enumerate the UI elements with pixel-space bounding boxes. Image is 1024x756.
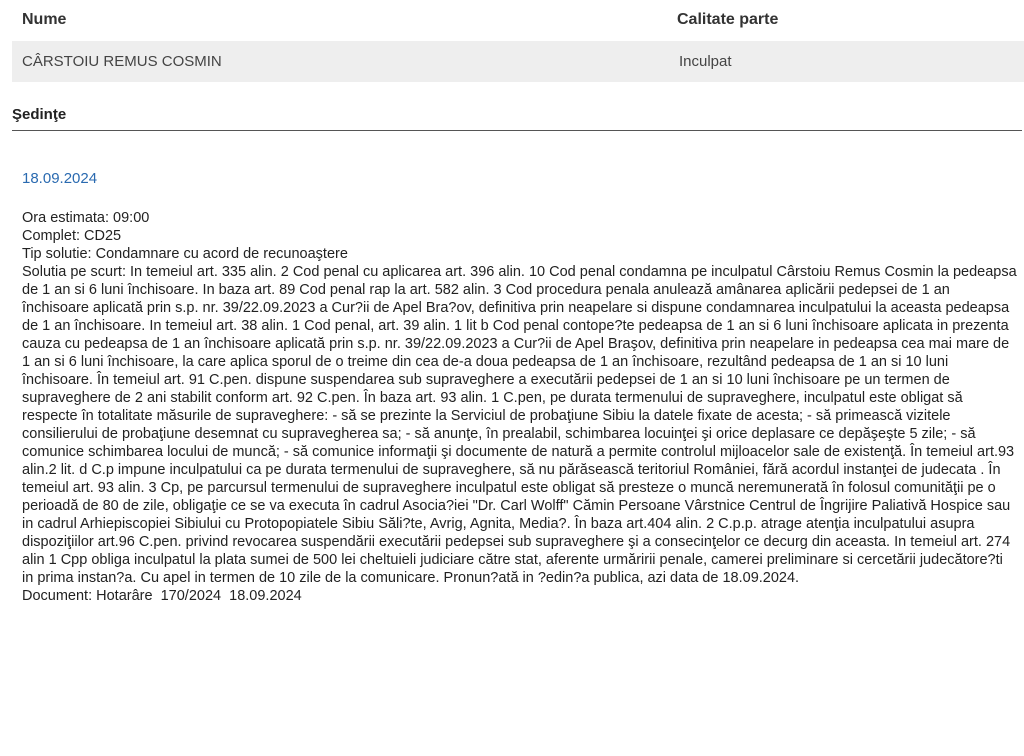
- table-row: [12, 41, 1024, 82]
- solution-type: Tip solutie: Condamnare cu acord de recunoaştere: [22, 246, 348, 262]
- solution-summary: Solutia pe scurt: In temeiul art. 335 alin. 2 Cod penal cu aplicarea art. 396 alin. 10 Cod penal condamna pe inculpatul Cârstoiu Remus Cosmin la pedeapsa de 1 an si 6 luni închisoare. In baza art. 89 Cod penal rap la art. 582 alin. 3 Cod procedura penala anulează amânarea aplicării pedepsei de 1 an închisoare aplicată prin s.p. nr. 39/22.09.2023 a Cur?ii de Apel Bra?ov, definitiva prin neapelare si dispune condamnarea inculpatului la aceasta pedeapsa de 1 an închisoare. In temeiul art. 38 alin. 1 Cod penal, art. 39 alin. 1 lit b Cod penal contope?te pedeapsa de 1 an si 6 luni închisoare aplicata in prezenta cauza cu pedeapsa de 1 an închisoare aplicată prin s.p. nr. 39/22.09.2023 a Cur?ii de Apel Braşov, definitiva prin neapelare in pedeapsa cea mai mare de 1 an si 6 luni închisoare, la care aplica sporul de o treime din cea de-a doua pedeapsa de 1 an închisoare, rezultând pedeapsa de 1 an si 10 luni închisoare. În temeiul art. 91 C.pen. dispune suspendarea sub supraveghere a executării pedepsei de 1 an si 10 luni închisoare pe un termen de supraveghere de 2 ani stabilit conform art. 92 C.pen. În baza art. 93 alin. 1 C.pen, pe durata termenului de supraveghere, inculpatul este obligat să respecte în totalitate măsurile de supraveghere: - să se prezinte la Serviciul de probaţiune Sibiu la datele fixate de acesta; - să primească vizitele consilierului de probaţiune desemnat cu supravegherea sa; - să anunţe, în prealabil, schimbarea locuinţei şi orice deplasare ce depăşeşte 5 zile; - să comunice schimbarea locului de muncă; - să comunice informaţii şi documente de natură a permite controlul mijloacelor sale de existenţă. În temeiul art.93 alin.2 lit. d C.p impune inculpatului ca pe durata termenului de supraveghere, să nu părăsească teritoriul României, fără acordul instanţei de judecata . În temeiul art. 93 alin. 3 Cp, pe parcursul termenului de supraveghere inculpatul este obligat să presteze o muncă neremunerată în folosul comunităţii pe o perioadă de 80 de zile, obligaţie ce se va executa în cadrul Asocia?iei "Dr. Carl Wolff" Cămin Persoane Vârstnice Centrul de Îngrijire Paliativă Hospice sau in cadrul Arhiepiscopiei Sibiului cu Protopopiatele Sibiu Săli?te, Avrig, Agnita, Media?. În baza art.404 alin. 2 C.p.p. atrage atenţia inculpatului asupra dispoziţiilor art.96 C.pen. privind revocarea suspendării executării pedepsei sub supraveghere şi a consecinţelor ce decurg din aceasta. In temeiul art. 274 alin 1 Cpp obliga inculpatul la plata sumei de 500 lei cheltuieli judiciare către stat, aferente urmăririi penale, camerei preliminare si cercetării judecătore?ti in prima instan?a. Cu apel in termen de 10 zile de la comunicare. Pronun?ată in ?edin?a publica, azi data de 18.09.2024.: [22, 264, 1017, 586]
- hearing-entry: [22, 170, 1018, 605]
- header-role: Calitate parte: [677, 11, 779, 28]
- parties-table: [0, 0, 1024, 82]
- parties-header-row: [0, 0, 1024, 41]
- hearing-date: 18.09.2024: [22, 170, 98, 187]
- hearing-document: Document: Hotarâre 170/2024 18.09.2024: [22, 588, 302, 604]
- hearing-time: Ora estimata: 09:00: [22, 210, 150, 226]
- hearing-panel: Complet: CD25: [22, 228, 122, 244]
- header-name: Nume: [22, 11, 67, 28]
- section-title-sedinte: Şedinţe: [12, 106, 1022, 131]
- party-name: CÂRSTOIU REMUS COSMIN: [22, 53, 222, 70]
- party-role: Inculpat: [679, 53, 732, 70]
- hearing-details: [22, 209, 1018, 605]
